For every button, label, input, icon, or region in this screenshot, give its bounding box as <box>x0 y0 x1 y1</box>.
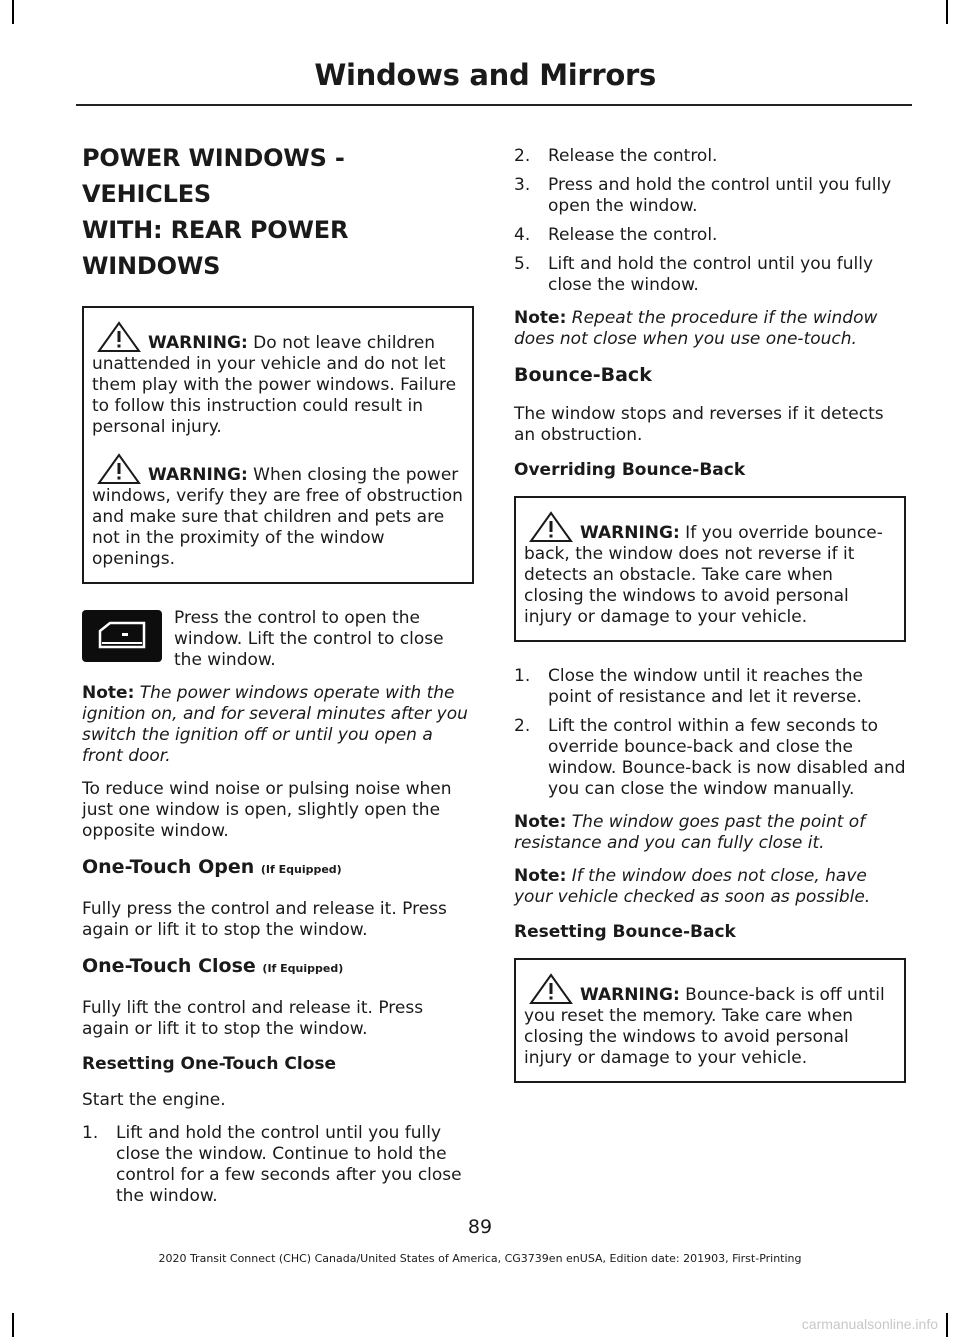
step-text: Lift and hold the control until you fully close the window. <box>548 254 874 295</box>
step-item <box>82 1123 474 1207</box>
step-number: 2. <box>514 146 531 166</box>
equipped-tag: (If Equipped) <box>260 863 342 876</box>
warning-text: If you override bounce-back, the window does not reverse if it detects an obstacle. Take care when closing the windows to avoid personal injury or damage to your vehicle. <box>524 523 883 627</box>
note-text: The power windows operate with the ignition on, and for several minutes after you switch the ignition off or until you open a front door. <box>82 683 468 766</box>
warning-triangle-icon <box>524 510 578 544</box>
note-text: Repeat the procedure if the window does not close when you use one-touch. <box>514 308 878 349</box>
step-text: Close the window until it reaches the point of resistance and let it reverse. <box>548 666 864 707</box>
warning-text: Do not leave children unattended in your vehicle and do not let them play with the power windows. Failure to follow this instruction could result in personal injury. <box>92 333 457 437</box>
steps-list <box>82 1123 474 1207</box>
subheading <box>82 953 474 982</box>
warning-item <box>92 320 464 438</box>
note-text: If the window does not close, have your vehicle checked as soon as possible. <box>514 866 871 907</box>
warning-text: Bounce-back is off until you reset the memory. Take care when closing the windows to avoid personal injury or damage to your vehicle. <box>524 985 885 1068</box>
step-item <box>514 146 906 167</box>
warning-item <box>524 972 896 1069</box>
crop-mark <box>12 1313 14 1337</box>
subheading: Bounce-Back <box>514 364 652 386</box>
warning-label: WARNING: <box>580 985 680 1005</box>
steps-list <box>514 146 906 296</box>
paragraph: Start the engine. <box>82 1090 226 1110</box>
step-text: Press and hold the control until you fully open the window. <box>548 175 892 216</box>
step-number: 3. <box>514 175 531 195</box>
note <box>514 812 906 854</box>
warning-label: WARNING: <box>580 523 680 543</box>
power-window-icon <box>82 610 162 662</box>
right-column <box>514 146 906 1107</box>
header-rule <box>76 104 912 106</box>
step-number: 1. <box>82 1123 99 1143</box>
warning-item <box>92 452 464 570</box>
crop-mark <box>946 1313 948 1337</box>
warning-label: WARNING: <box>148 465 248 485</box>
warning-box <box>514 496 906 642</box>
warning-label: WARNING: <box>148 333 248 353</box>
note <box>82 683 474 767</box>
step-number: 1. <box>514 666 531 686</box>
step-item <box>514 716 906 800</box>
minor-heading: Resetting One-Touch Close <box>82 1054 337 1074</box>
section-title-line: WINDOWS <box>82 252 221 280</box>
step-text: Release the control. <box>548 146 718 166</box>
note-label: Note: <box>514 866 567 886</box>
minor-heading: Resetting Bounce-Back <box>514 922 736 942</box>
step-item <box>514 225 906 246</box>
paragraph: Fully press the control and release it. Press again or lift it to stop the window. <box>82 899 447 940</box>
steps-list <box>514 666 906 800</box>
edition-footer: 2020 Transit Connect (CHC) Canada/United States of America, CG3739en enUSA, Edition date: 201903, First-Printing <box>158 1252 802 1265</box>
window-control-text: Press the control to open the window. Lift the control to close the window. <box>174 608 444 670</box>
subheading-text: One-Touch Close <box>82 955 256 977</box>
note <box>514 308 906 350</box>
step-number: 5. <box>514 254 531 274</box>
crop-mark <box>12 0 14 24</box>
section-title-line: POWER WINDOWS - VEHICLES <box>82 144 345 208</box>
minor-heading: Overriding Bounce-Back <box>514 460 746 480</box>
step-text: Lift and hold the control until you fully close the window. Continue to hold the control for a few seconds after you close the window. <box>116 1123 462 1206</box>
note-text: The window goes past the point of resistance and you can fully close it. <box>514 812 866 853</box>
warning-box <box>82 306 474 584</box>
crop-mark <box>946 0 948 24</box>
paragraph: To reduce wind noise or pulsing noise when just one window is open, slightly open the opposite window. <box>82 779 452 841</box>
watermark: carmanualsonline.info <box>801 1316 938 1332</box>
warning-triangle-icon <box>524 972 578 1006</box>
warning-triangle-icon <box>92 452 146 486</box>
left-column <box>82 140 474 1219</box>
warning-text: When closing the power windows, verify they are free of obstruction and make sure that children and pets are not in the proximity of the window openings. <box>92 465 463 569</box>
step-number: 4. <box>514 225 531 245</box>
paragraph: Fully lift the control and release it. Press again or lift it to stop the window. <box>82 998 424 1039</box>
step-item <box>514 254 906 296</box>
warning-triangle-icon <box>92 320 146 354</box>
section-title <box>82 140 474 284</box>
subheading <box>82 854 474 883</box>
note <box>514 866 906 908</box>
section-title-line: WITH: REAR POWER <box>82 216 349 244</box>
step-number: 2. <box>514 716 531 736</box>
window-control-row <box>82 608 474 671</box>
step-item <box>514 666 906 708</box>
step-text: Release the control. <box>548 225 718 245</box>
warning-box <box>514 958 906 1083</box>
step-text: Lift the control within a few seconds to override bounce-back and close the window. Bounce-back is now disabled and you can close the window manually. <box>548 716 906 799</box>
note-label: Note: <box>514 308 567 328</box>
page-header-title: Windows and Mirrors <box>314 58 656 92</box>
warning-item <box>524 510 896 628</box>
paragraph: The window stops and reverses if it detects an obstruction. <box>514 404 884 445</box>
step-item <box>514 175 906 217</box>
subheading-text: One-Touch Open <box>82 856 255 878</box>
page-number: 89 <box>467 1216 493 1238</box>
equipped-tag: (If Equipped) <box>262 962 344 975</box>
note-label: Note: <box>514 812 567 832</box>
note-label: Note: <box>82 683 135 703</box>
